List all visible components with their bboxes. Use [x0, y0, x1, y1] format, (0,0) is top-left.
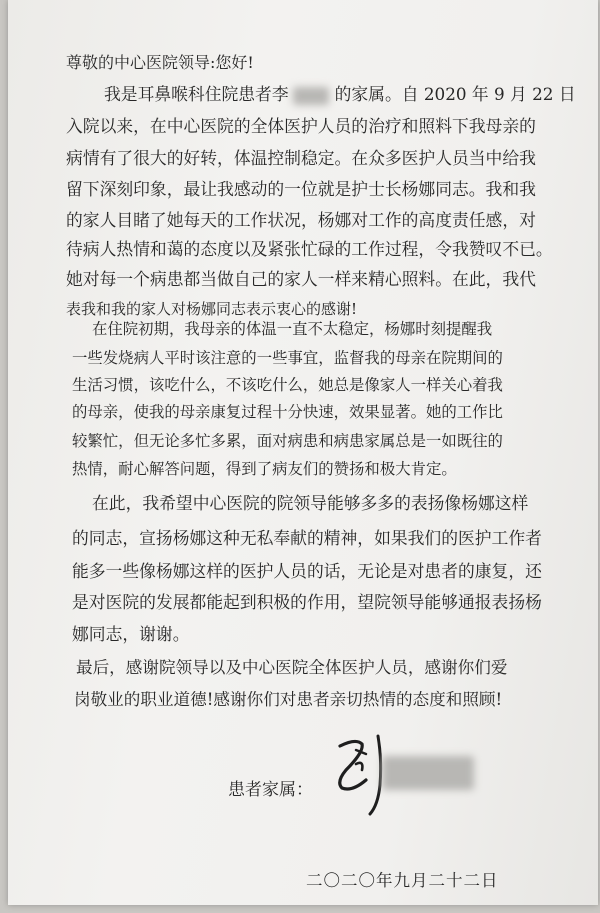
paragraph-2-line-3: 生活习惯，该吃什么，不该吃什么，她总是像家人一样关心着我 — [72, 376, 503, 394]
letter-paper — [8, 0, 598, 905]
paragraph-2-line-2: 一些发烧病人平时该注意的一些事宜，监督我的母亲在院期间的 — [72, 349, 503, 367]
letter-text: 的家属。自 2020 年 9 月 22 日 — [334, 84, 576, 104]
paragraph-3-line-1: 在此，我希望中心医院的院领导能够多多的表扬像杨娜这样 — [92, 493, 529, 513]
paragraph-4-line-1: 最后，感谢院领导以及中心医院全体医护人员，感谢你们爱 — [76, 658, 508, 677]
paragraph-2-line-5: 较繁忙，但无论多忙多累，面对病患和病患家属总是一如既往的 — [72, 432, 503, 450]
redacted-name — [293, 87, 329, 105]
paragraph-1-line-3: 病情有了很大的好转，体温控制稳定。在众多医护人员当中给我 — [66, 148, 536, 168]
paragraph-3-line-3: 能多一些像杨娜这样的医护人员的话，无论是对患者的康复，还 — [72, 561, 542, 581]
paragraph-1-line-2: 入院以来，在中心医院的全体医护人员的治疗和照料下我母亲的 — [66, 116, 536, 136]
paragraph-3-line-4: 是对医院的发展都能起到积极的作用，望院领导能够通报表扬杨 — [72, 592, 542, 612]
paragraph-1-line-8: 表我和我的家人对杨娜同志表示衷心的感谢! — [66, 300, 358, 318]
paragraph-1-line-6: 待病人热情和蔼的态度以及紧张忙碌的工作过程，令我赞叹不已。 — [66, 239, 553, 259]
letter-date: 二〇二〇年九月二十二日 — [306, 870, 499, 890]
paragraph-1-line-4: 留下深刻印象，最让我感动的一位就是护士长杨娜同志。我和我 — [66, 179, 536, 199]
paragraph-2-line-1: 在住院初期，我母亲的体温一直不太稳定，杨娜时刻提醒我 — [92, 320, 493, 338]
paragraph-1-line-7: 她对每一个病患都当做自己的家人一样来精心照料。在此，我代 — [66, 269, 536, 289]
greeting: 尊敬的中心医院领导:您好! — [66, 53, 254, 72]
letter-text: 我是耳鼻喉科住院患者李 — [104, 84, 289, 104]
paragraph-3-line-5: 娜同志，谢谢。 — [72, 624, 190, 644]
paragraph-3-line-2: 的同志，宣扬杨娜这种无私奉献的精神，如果我们的医护工作者 — [72, 528, 542, 548]
paragraph-2-line-6: 热情，耐心解答问题，得到了病友们的赞扬和极大肯定。 — [72, 460, 457, 478]
paragraph-4-line-2: 岗敬业的职业道德!感谢你们对患者亲切热情的态度和照顾! — [74, 690, 503, 709]
paragraph-1-line-1 — [104, 83, 576, 105]
paragraph-1-line-5: 的家人目睹了她每天的工作状况，杨娜对工作的高度责任感，对 — [66, 210, 536, 230]
redacted-signature-name — [382, 756, 474, 790]
paragraph-2-line-4: 的母亲，使我的母亲康复过程十分快速，效果显著。她的工作比 — [72, 403, 503, 421]
signature-label: 患者家属： — [228, 780, 313, 800]
